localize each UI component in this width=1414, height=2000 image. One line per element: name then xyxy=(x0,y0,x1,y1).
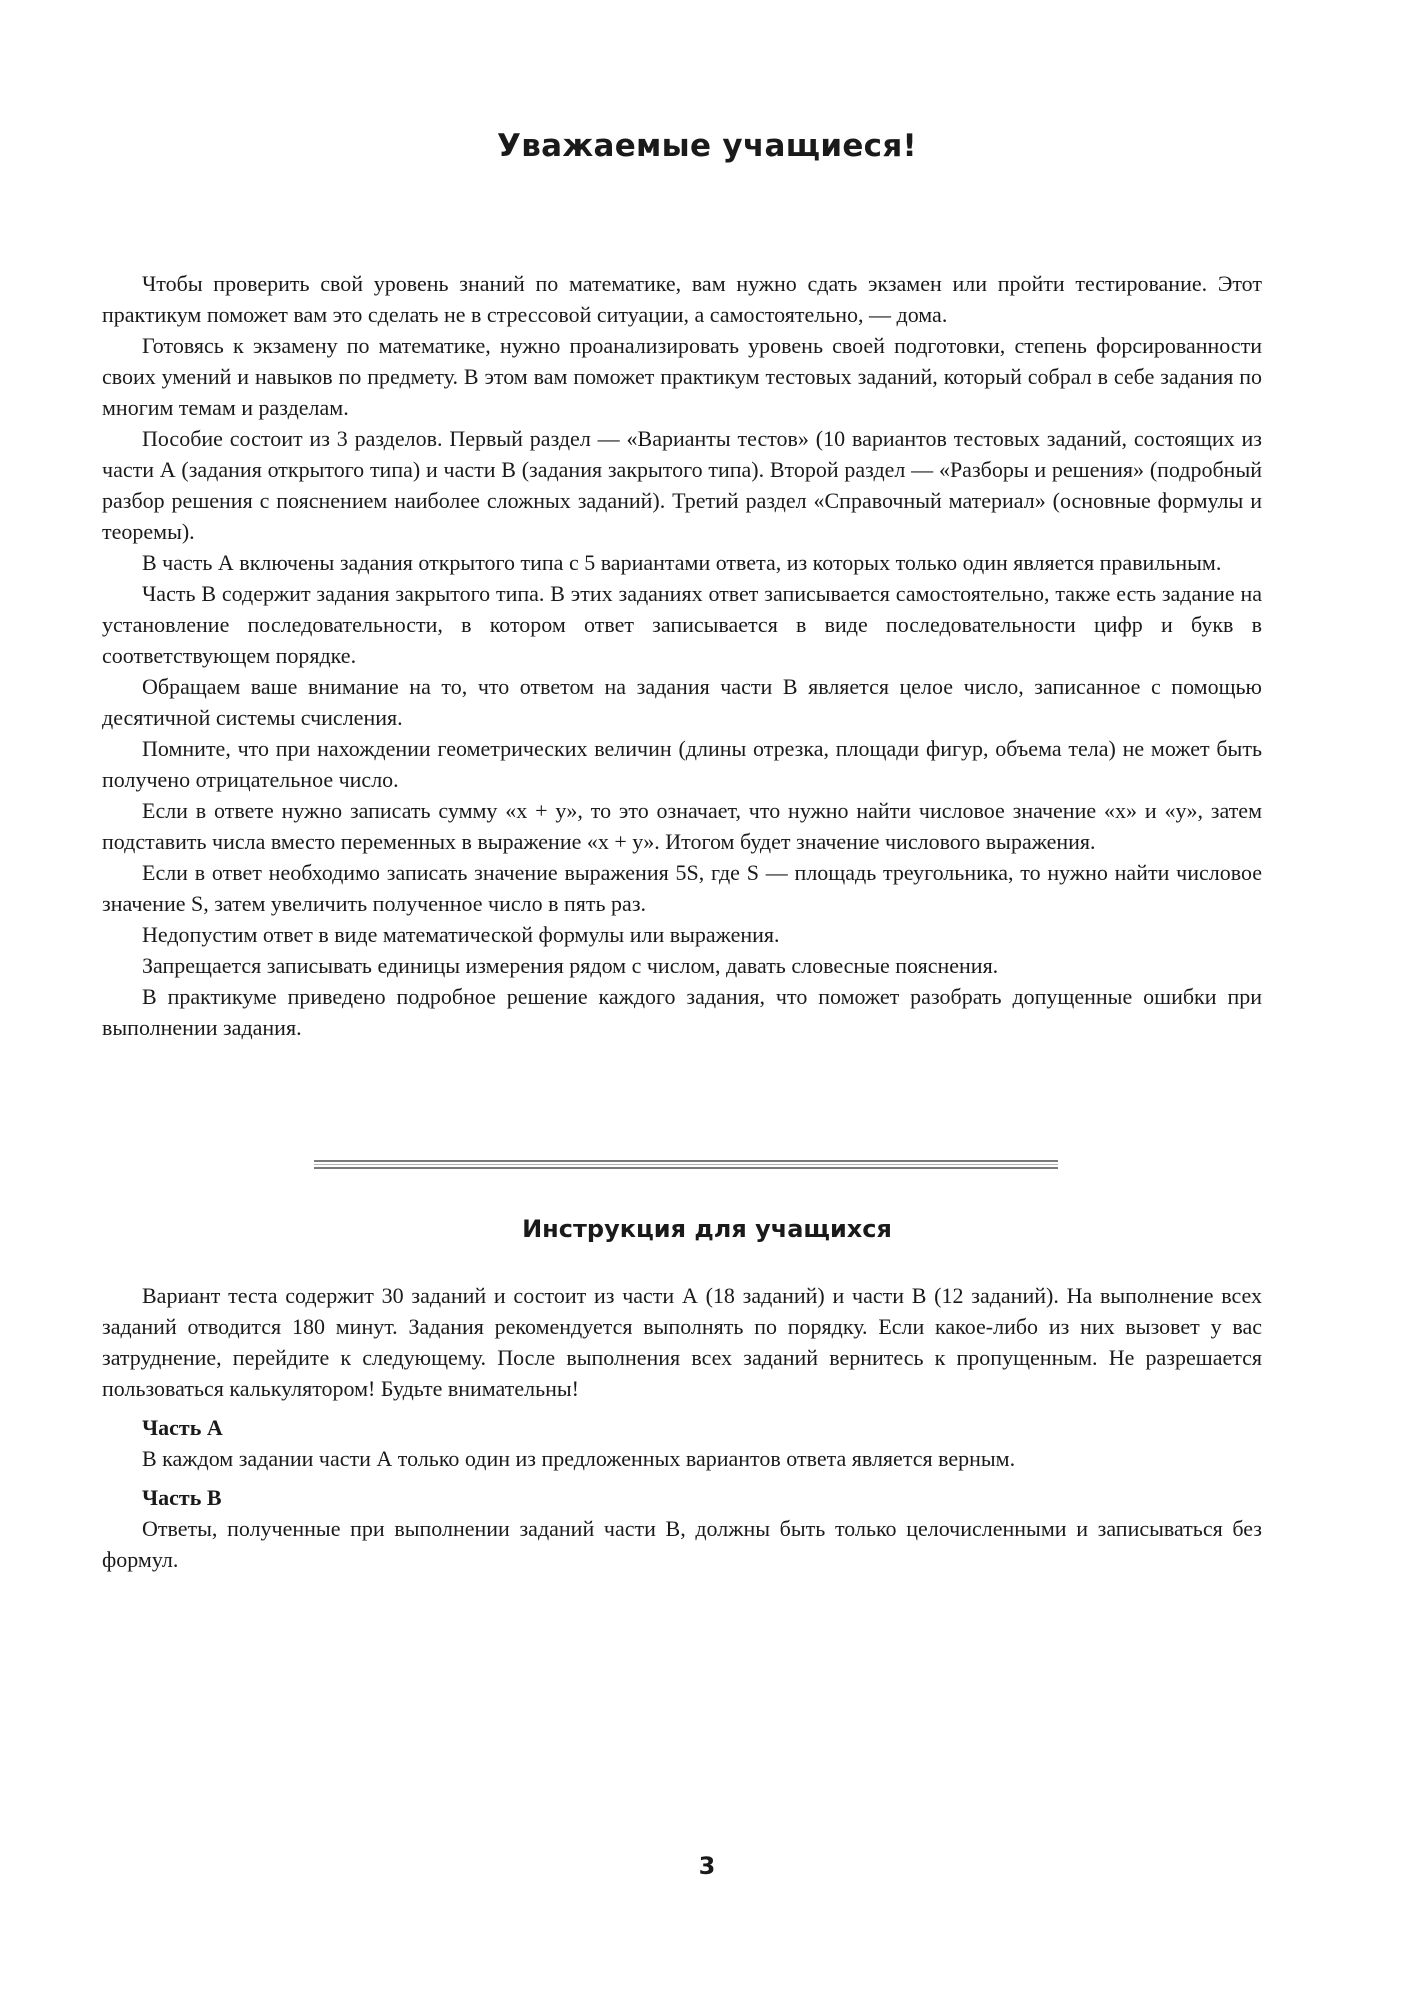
instructions-text xyxy=(102,1280,1262,1575)
intro-text xyxy=(102,268,1262,1043)
intro-paragraph-2: Готовясь к экзамену по математике, нужно проанализировать уровень своей подготовки, степень форсированности своих умений и навыков по предмету. В этом вам поможет практикум тестовых заданий, который собрал в себе задания по многим темам и разделам. xyxy=(102,333,1262,420)
intro-paragraph-12: В практикуме приведено подробное решение каждого задания, что поможет разобрать допущенные ошибки при выполнении задания. xyxy=(102,984,1262,1040)
part-b-heading: Часть В xyxy=(142,1485,222,1510)
intro-paragraph-7: Помните, что при нахождении геометрических величин (длины отрезка, площади фигур, объема тела) не может быть получено отрицательное число. xyxy=(102,736,1262,792)
intro-paragraph-3: Пособие состоит из 3 разделов. Первый раздел — «Варианты тестов» (10 вариантов тестовых заданий, состоящих из части А (задания открытого типа) и части В (задания закрытого типа). Второй раздел — «Разборы и решения» (подробный разбор решения с пояснением наиболее сложных заданий). Третий раздел «Справочный материал» (основные формулы и теоремы). xyxy=(102,426,1262,544)
section-divider xyxy=(314,1160,1058,1170)
part-a-text: В каждом задании части А только один из предложенных вариантов ответа является верным. xyxy=(142,1446,1016,1471)
intro-paragraph-8: Если в ответе нужно записать сумму «x + y», то это означает, что нужно найти числовое значение «x» и «y», затем подставить числа вместо переменных в выражение «x + y». Итогом будет значение числового выражения. xyxy=(102,798,1262,854)
page-number: 3 xyxy=(698,1852,716,1880)
intro-paragraph-9: Если в ответ необходимо записать значение выражения 5S, где S — площадь треугольника, то нужно найти числовое значение S, затем увеличить полученное число в пять раз. xyxy=(102,860,1262,916)
divider-line-top xyxy=(314,1160,1058,1162)
intro-paragraph-10: Недопустим ответ в виде математической формулы или выражения. xyxy=(142,922,780,947)
instructions-title: Инструкция для учащихся xyxy=(522,1215,892,1243)
intro-paragraph-4: В часть А включены задания открытого типа с 5 вариантами ответа, из которых только один является правильным. xyxy=(142,550,1222,575)
divider-line-middle xyxy=(314,1164,1058,1165)
intro-paragraph-11: Запрещается записывать единицы измерения рядом с числом, давать словесные пояснения. xyxy=(142,953,999,978)
intro-paragraph-5: Часть В содержит задания закрытого типа. В этих заданиях ответ записывается самостоятельно, также есть задание на установление последовательности, в котором ответ записывается в виде последовательности цифр и букв в соответствующем порядке. xyxy=(102,581,1262,668)
page-title: Уважаемые учащиеся! xyxy=(497,128,917,164)
intro-paragraph-1: Чтобы проверить свой уровень знаний по математике, вам нужно сдать экзамен или пройти тестирование. Этот практикум поможет вам это сделать не в стрессовой ситуации, а самостоятельно, — дома. xyxy=(102,271,1262,327)
part-b-text: Ответы, полученные при выполнении заданий части В, должны быть только целочисленными и записываться без формул. xyxy=(102,1516,1262,1572)
part-a-heading: Часть А xyxy=(142,1415,223,1440)
divider-line-bottom xyxy=(314,1167,1058,1169)
intro-paragraph-6: Обращаем ваше внимание на то, что ответом на задания части В является целое число, записанное с помощью десятичной системы счисления. xyxy=(102,674,1262,730)
instructions-intro: Вариант теста содержит 30 заданий и состоит из части А (18 заданий) и части В (12 заданий). На выполнение всех заданий отводится 180 минут. Задания рекомендуется выполнять по порядку. Если какое-либо из них вызовет у вас затруднение, перейдите к следующему. После выполнения всех заданий вернитесь к пропущенным. Не разрешается пользоваться калькулятором! Будьте внимательны! xyxy=(102,1283,1262,1401)
